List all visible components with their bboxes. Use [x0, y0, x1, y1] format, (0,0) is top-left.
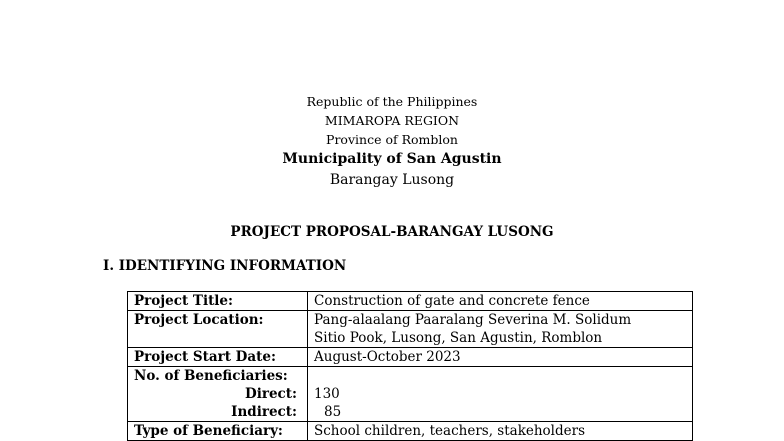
table-row	[128, 311, 693, 348]
location-line-1: Pang-alaalang Paaralang Severina M. Solidum	[314, 312, 632, 328]
beneficiaries-label: No. of Beneficiaries:	[134, 368, 288, 384]
letterhead	[0, 92, 784, 190]
table-row	[128, 348, 693, 367]
project-start-label: Project Start Date:	[128, 348, 308, 367]
direct-label: Direct:	[245, 386, 297, 402]
header-republic: Republic of the Philippines	[306, 94, 478, 109]
header-barangay: Barangay Lusong	[329, 172, 455, 188]
table-row	[128, 367, 693, 422]
header-region: MIMAROPA REGION	[324, 113, 460, 128]
beneficiaries-values	[308, 367, 693, 422]
table-row	[128, 422, 693, 441]
location-line-2: Sitio Pook, Lusong, San Agustin, Romblon	[314, 330, 603, 346]
identifying-info-table	[127, 291, 693, 441]
project-location-value	[308, 311, 693, 348]
beneficiary-type-label: Type of Beneficiary:	[128, 422, 308, 441]
header-province: Province of Romblon	[326, 132, 458, 147]
beneficiary-type-value: School children, teachers, stakeholders	[308, 422, 693, 441]
project-title-label: Project Title:	[128, 292, 308, 311]
project-start-value: August-October 2023	[308, 348, 693, 367]
project-title-value: Construction of gate and concrete fence	[308, 292, 693, 311]
direct-value: 130	[314, 386, 340, 402]
indirect-label: Indirect:	[231, 404, 297, 420]
header-municipality: Municipality of San Agustin	[282, 151, 502, 167]
beneficiaries-label-cell	[128, 367, 308, 422]
indirect-value: 85	[324, 404, 342, 420]
table-row	[128, 292, 693, 311]
project-location-label: Project Location:	[128, 311, 308, 348]
section-heading: I. IDENTIFYING INFORMATION	[103, 258, 347, 274]
document-title: PROJECT PROPOSAL-BARANGAY LUSONG	[230, 224, 554, 240]
